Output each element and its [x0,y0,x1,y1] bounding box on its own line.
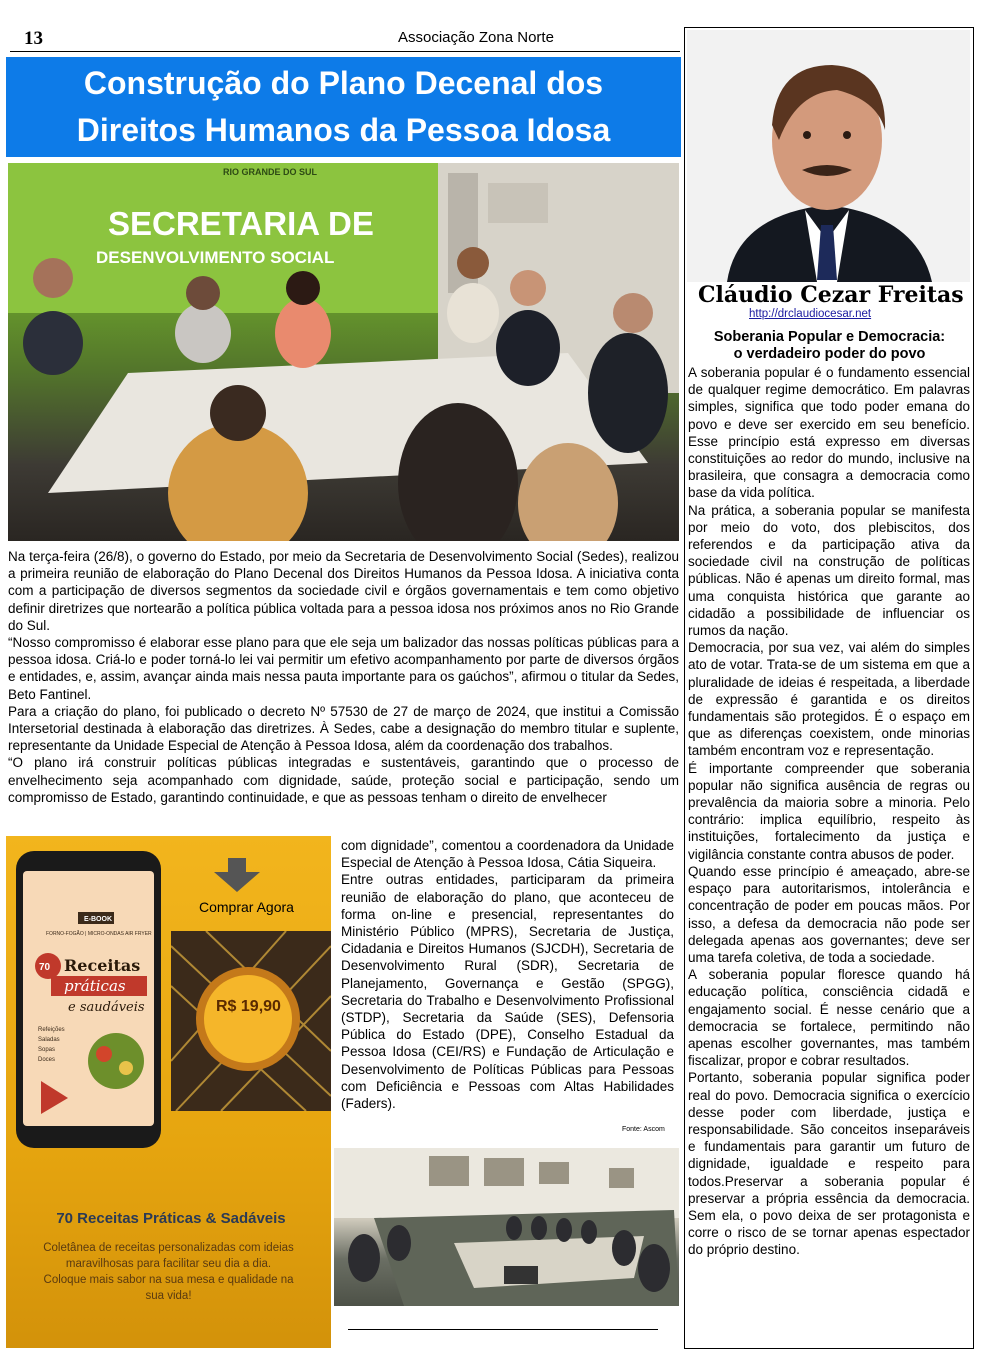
photo-credit: Fonte: Ascom [622,1126,665,1133]
ad-description-2: Coloque mais sabor na sua mesa e qualidade na sua vida! [43,1274,294,1302]
column-title-line-2: o verdadeiro poder do povo [733,346,926,362]
header-divider [10,51,680,52]
article-paragraph: “Nosso compromisso é elaborar esse plano para que ele seja um balizador das nossas políticas públicas para a pessoa idosa. Criá-lo e poder torná-lo lei vai permitir um efetivo acompanhamento por parte de diversos órgãos e entidades, e, assim, avançar ainda mais nessa pauta importante para os gaúchos”, afirmou o titular da Sedes, Beto Fantinel. [8,635,679,702]
article-paragraph: com dignidade”, comentou a coordenadora da Unidade Especial de Atenção à Pessoa Idosa, Cátia Siqueira. [341,838,674,871]
meeting-scene-illustration [8,163,679,541]
column-paragraph: Na prática, a soberania popular se manifesta por meio do voto, dos plebiscitos, dos referendos e da participação ativa da sociedade civil na construção de políticas públicas. Não é apenas um direito formal, mas uma conquista histórica que garante ao cidadão a possibilidade de influenciar os rumos da nação. [688,502,970,639]
ebook-subtitle: FORNO-FOGÃO | MICRO-ONDAS AIR FRYER [46,931,152,937]
ebook-item: Refeições [38,1027,65,1033]
ebook-number: 70 [39,962,51,973]
conference-photo [334,1148,679,1306]
author-portrait [687,30,970,282]
conference-scene-illustration [334,1148,679,1306]
article-paragraph: Na terça-feira (26/8), o governo do Estado, por meio da Secretaria de Desenvolvimento Social (Sedes), realizou a primeira reunião de elaboração do Plano Decenal dos Direitos Humanos da Pessoa Idosa. A iniciativa conta com a participação de diversos segmentos da sociedade civil e órgãos governamentais e tem como objetivo definir diretrizes que nortearão a política pública voltada para a pessoa idosa nos próximos anos no Rio Grande do Sul. [8,549,679,633]
column-paragraph: Democracia, por sua vez, vai além do simples ato de votar. Trata-se de um sistema em que a pluralidade de ideias é respeitada, a liberdade de expressão é garantida e os direitos fundamentais são protegidos. É o espaço em que as diferenças coexistem, onde minorias também encontram voz e representação. [688,640,970,759]
column-paragraph: Quando esse princípio é ameaçado, abre-se espaço para autoritarismos, intolerância e concentração de poder em poucas mãos. Por isso, a defesa da democracia não pode ser delegada apenas aos governantes; deve ser uma tarefa coletiva, de toda a sociedade. [688,863,970,965]
bottom-divider [348,1329,658,1330]
author-portrait-illustration [687,30,970,282]
headline-line-2: Direitos Humanos da Pessoa Idosa [76,112,611,148]
sign-small-text: RIO GRANDE DO SUL [223,167,318,177]
sign-text-line-2: DESENVOLVIMENTO SOCIAL [96,248,335,267]
ebook-title-3: e saudáveis [68,1000,145,1015]
ebook-item: Doces [38,1057,56,1063]
ebook-item: Saladas [38,1037,60,1043]
article-continuation [341,837,674,1112]
ad-description-1: Coletânea de receitas personalizadas com ideias maravilhosas para facilitar seu dia a dia. [43,1242,294,1270]
ebook-item: Sopas [38,1047,56,1053]
ebook-tag: E-BOOK [84,916,112,923]
price-currency: R$ 19,90 [216,998,281,1015]
ebook-title-1: Receitas [64,956,141,975]
column-paragraph: É importante compreender que soberania popular não significa ausência de regras ou prevalência da maioria sobre a minoria. Pelo contrário: implica equilíbrio, respeito às instituições, fortalecimento da justiça e vigilância constante contra abusos de poder. [688,760,970,862]
article-main-text [8,548,679,806]
column-text [688,364,970,1259]
author-name: Cláudio Cezar Freitas [698,282,964,308]
publication-name: Associação Zona Norte [398,29,554,46]
ebook-advertisement[interactable] [6,836,331,1348]
buy-now-button[interactable]: Comprar Agora [199,899,294,915]
column-title [688,329,971,363]
ad-headline: 70 Receitas Práticas & Sadáveis [56,1210,286,1227]
author-website-link[interactable]: http://drclaudiocesar.net [749,308,872,320]
article-paragraph: Entre outras entidades, participaram da primeira reunião de elaboração do plano, que aconteceu de forma on-line e presencial, representantes do Ministério Público (MPRS), Secretaria de Justiça, Cidadania e Direitos Humanos (SJCDH), Secretaria de Desenvolvimento Rural (SDR), Secretaria de Planejamento, Governança e Gestão (SPGG), Secretaria do Trabalho e Desenvolvimento Profissional (STDP), Secretaria da Saúde (SES), Defensoria Pública do Estado (DPE), Conselho Estadual da Pessoa Idosa (CEI/RS) e Fundação de Articulação e Desenvolvimento de Políticas Públicas para Pessoas com Deficiência e Pessoas com Altas Habilidades (Faders). [341,872,674,1112]
column-paragraph: A soberania popular floresce quando há educação política, consciência cidadã e engajamento social. É nesse cenário que a democracia se fortalece, permitindo não apenas escolher governantes, mas também fiscalizar, propor e cobrar resultados. [688,967,970,1069]
article-paragraph: Para a criação do plano, foi publicado o decreto Nº 57530 de 27 de março de 2024, que institui a Comissão Intersetorial destinada à elaboração das diretrizes. À Sedes, cabe a designação do membro titular e suplente, representante da Unidade Especial de Atenção à Pessoa Idosa, além da coordenação dos trabalhos. [8,703,679,754]
column-paragraph: Portanto, soberania popular significa poder real do povo. Democracia significa o exercício desse poder com liberdade, justiça e responsabilidade. São conceitos inseparáveis e fundamentais para garantir um futuro de dignidade, igualdade e respeito para todos.Preservar a soberania popular é preservar a própria essência da democracia. Sem ela, o povo deixa de ser protagonista e corre o risco de se tornar apenas espectador do próprio destino. [688,1070,970,1258]
page-number: 13 [24,28,43,49]
headline-line-1: Construção do Plano Decenal dos [83,65,604,101]
column-paragraph: A soberania popular é o fundamento essencial de qualquer regime democrático. Em palavras simples, significa que todo poder emana do povo e deve ser exercido em seu benefício. Esse princípio está expresso em diversas constituições ao redor do mundo, inclusive na brasileira, que consagra a democracia como base da vida política. [688,365,970,501]
column-title-line-1: Soberania Popular e Democracia: [713,329,946,345]
meeting-photo [8,163,679,541]
article-paragraph: “O plano irá construir políticas públicas integradas e sustentáveis, garantindo que o processo de envelhecimento seja acompanhado com dignidade, saúde, proteção social e participação, sendo um compromisso de Estado, garantindo continuidade, e que as pessoas tenham o direito de envelhecer [8,755,679,805]
headline-banner [6,57,681,157]
ebook-title-2: práticas [64,977,126,995]
sign-text-line-1: SECRETARIA DE [108,205,374,242]
